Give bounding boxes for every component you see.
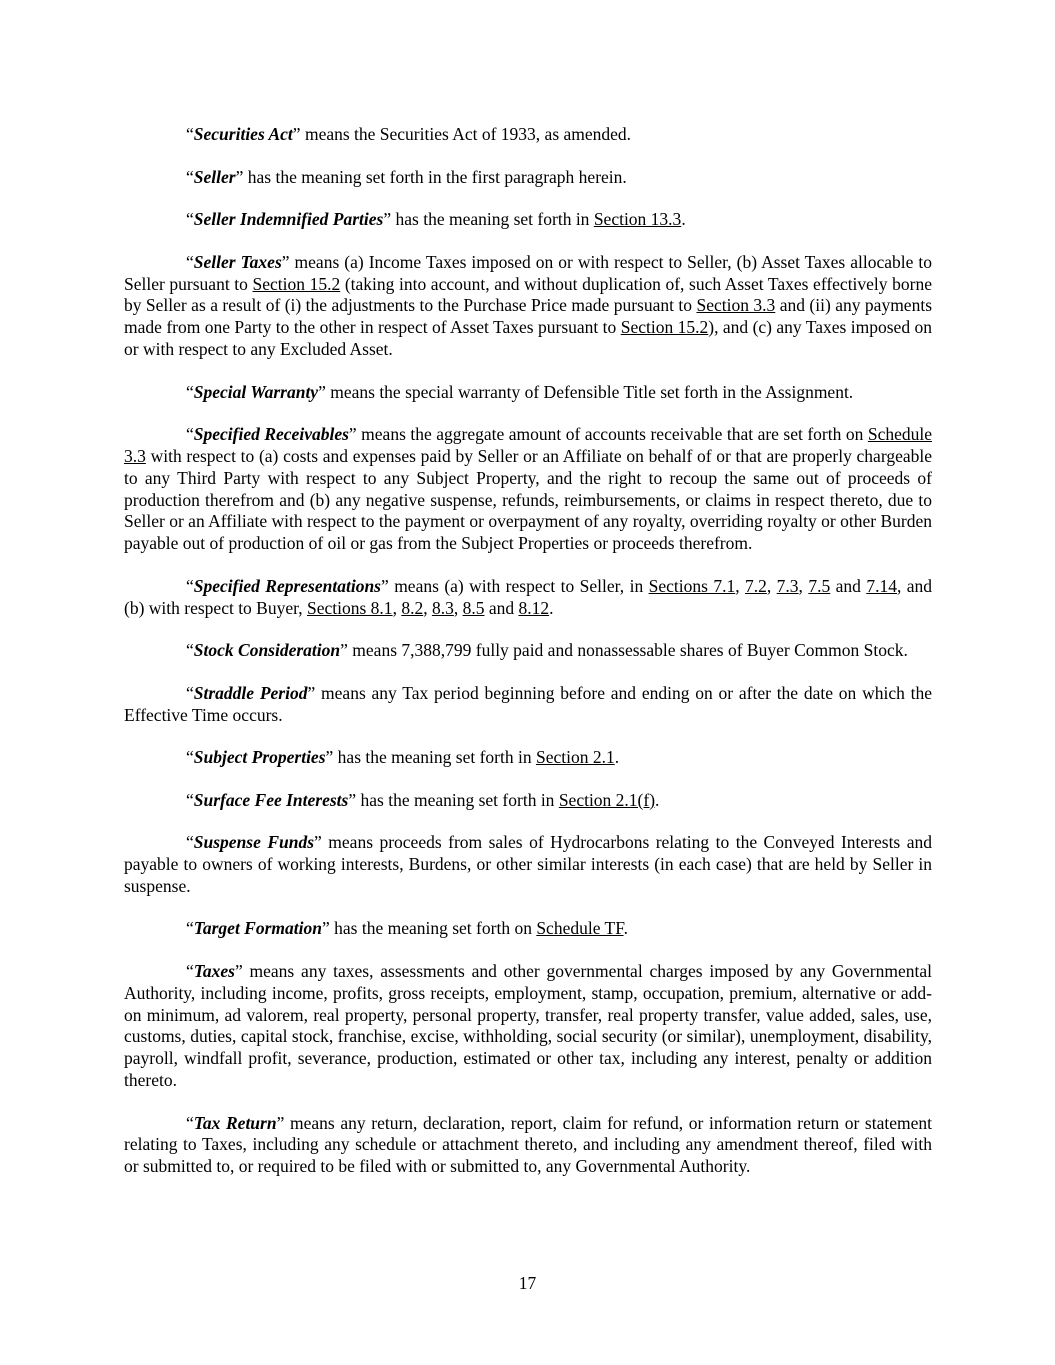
section-reference: 7.3 (776, 575, 799, 596)
definition-text: . (623, 918, 628, 939)
definition-text: means any taxes, assessments and other governmental charges imposed by any Governmental Authority, including income, profits, gross receipts, employment, stamp, occupation, premium, alternative or add-on minimum, ad valorem, real property, personal property, transfer, real property transfer, value added, sales, use, customs, duties, capital stock, franchise, excise, withholding, social security (or similar), unemployment, disability, payroll, windfall profit, severance, production, estimated or other tax, including any interest, penalty or addition thereto. (124, 961, 932, 1091)
definition-text: with respect to (a) costs and expenses paid by Seller or an Affiliate on behalf of or that are properly chargeable to any Third Party with respect to any Subject Property, and the right to recoup the same out of proceeds of production therefrom and (b) any negative suspense, refunds, reimbursements, or claims in respect thereto, due to Seller or an Affiliate with respect to the payment or overpayment of any royalty, overriding royalty or other Burden payable out of production of oil or gas from the Subject Properties or proceeds therefrom. (124, 445, 932, 554)
defined-term: Specified Representations (193, 575, 381, 596)
definition-text: , (798, 575, 809, 596)
definition-paragraph: “Target Formation” has the meaning set forth on Schedule TF. (186, 918, 628, 939)
defined-term: Seller Indemnified Parties (193, 209, 384, 230)
definition-paragraph: “Seller Indemnified Parties” has the meaning set forth in Section 13.3. (186, 209, 686, 230)
definition-text: , (423, 597, 432, 618)
section-reference: Schedule TF (536, 918, 624, 939)
section-reference: Sections 7.1 (648, 575, 736, 596)
defined-term: Seller (193, 166, 236, 187)
definition-text: means any Tax period beginning before and ending on or after the date on which the Effective Time occurs. (124, 682, 932, 725)
definition-text: has the meaning set forth in the first paragraph herein. (243, 166, 627, 187)
definition-text: means the Securities Act of 1933, as amended. (300, 124, 632, 144)
section-reference: 8.3 (431, 597, 454, 618)
definition-text: means the aggregate amount of accounts receivable that are set forth on (356, 424, 868, 445)
section-reference: Section 2.1(f) (558, 789, 656, 810)
definition-text: . (614, 747, 620, 768)
definition-paragraph: “Specified Receivables” means the aggregate amount of accounts receivable that are set forth on Schedule 3.3 with respect to (a) costs and expenses paid by Seller or an Affiliate on behalf of or that are properly chargeable to any Third Party with respect to any Subject Property, and the right to recoup the same out of proceeds of production therefrom and (b) any negative suspense, refunds, reimbursements, or claims in respect thereto, due to Seller or an Affiliate with respect to the payment or overpayment of any royalty, overriding royalty or other Burden payable out of production of oil or gas from the Subject Properties or proceeds therefrom. (124, 424, 932, 554)
definition-text: . (681, 209, 686, 230)
defined-term: Taxes (193, 961, 235, 982)
definition-text: has the meaning set forth in (333, 747, 536, 768)
section-reference: 7.14 (866, 575, 897, 596)
defined-term: Surface Fee Interests (193, 789, 349, 810)
definition-text: means (a) with respect to Seller, in (388, 575, 649, 596)
section-reference: Section 15.2 (620, 317, 709, 338)
definition-text: has the meaning set forth in (356, 789, 559, 810)
definition-text: means any return, declaration, report, claim for refund, or information return or statement relating to Taxes, including any schedule or attachment thereto, and including any amendment thereof, filed with or submitted to, or required to be filed with or submitted to, any Governmental Authority. (124, 1112, 932, 1177)
definition-paragraph: “Suspense Funds” means proceeds from sales of Hydrocarbons relating to the Conveyed Interests and payable to owners of working interests, Burdens, or other similar interests (in each case) that are held by Seller in suspense. (124, 832, 932, 896)
definition-paragraph: “Securities Act” means the Securities Act of 1933, as amended. (186, 124, 632, 144)
definition-paragraph: “Surface Fee Interests” has the meaning set forth in Section 2.1(f). (186, 789, 660, 810)
definition-paragraph: “Tax Return” means any return, declaration, report, claim for refund, or information return or statement relating to Taxes, including any schedule or attachment thereto, and including any amendment thereof, filed with or submitted to, or required to be filed with or submitted to, any Governmental Authority. (124, 1112, 932, 1177)
defined-term: Specified Receivables (193, 424, 349, 445)
definition-text: , (735, 575, 745, 596)
defined-term: Target Formation (193, 918, 322, 939)
definition-text: and (ii) any payments made from one Party to the other in respect of Asset Taxes pursuant to (124, 295, 932, 338)
page-number: 17 (518, 1273, 537, 1293)
definition-paragraph: “Specified Representations” means (a) with respect to Seller, in Sections 7.1, 7.2, 7.3, 7.5 and 7.14, and (b) with respect to Buyer, Sections 8.1, 8.2, 8.3, 8.5 and 8.12. (124, 575, 933, 618)
defined-term: Tax Return (193, 1112, 277, 1133)
definition-text: . (655, 789, 660, 810)
definition-text: ), and (c) any Taxes imposed on or with respect to any Excluded Asset. (124, 317, 932, 359)
definition-text: and (830, 575, 867, 596)
section-reference: Section 15.2 (252, 273, 341, 294)
definition-paragraph: “Straddle Period” means any Tax period beginning before and ending on or after the date on which the Effective Time occurs. (124, 682, 932, 725)
definition-text: , (766, 575, 777, 596)
definition-text: (taking into account, and without duplication of, such Asset Taxes effectively borne by Seller as a result of (i) the adjustments to the Purchase Price made pursuant to (124, 273, 932, 316)
definition-text: , and (b) with respect to Buyer, (124, 575, 933, 618)
section-reference: 8.5 (462, 597, 485, 618)
defined-term: Subject Properties (193, 747, 326, 768)
definition-paragraph: “Special Warranty” means the special warranty of Defensible Title set forth in the Assignment. (186, 381, 854, 402)
definition-paragraph: “Taxes” means any taxes, assessments and other governmental charges imposed by any Governmental Authority, including income, profits, gross receipts, employment, stamp, occupation, premium, alternative or add-on minimum, ad valorem, real property, personal property, transfer, real property transfer, value added, sales, use, customs, duties, capital stock, franchise, excise, withholding, social security (or similar), unemployment, disability, payroll, windfall profit, severance, production, estimated or other tax, including any interest, penalty or addition thereto. (124, 961, 932, 1091)
section-reference: Section 13.3 (593, 209, 682, 230)
section-reference: 7.2 (745, 575, 767, 596)
defined-term: Stock Consideration (193, 640, 341, 661)
definition-text: , (453, 597, 463, 618)
definition-paragraph: “Seller Taxes” means (a) Income Taxes imposed on or with respect to Seller, (b) Asset Taxes allocable to Seller pursuant to Section 15.2 (taking into account, and without duplication of, such Asset Taxes effectively borne by Seller as a result of (i) the adjustments to the Purchase Price made pursuant to Section 3.3 and (ii) any payments made from one Party to the other in respect of Asset Taxes pursuant to Section 15.2), and (c) any Taxes imposed on or with respect to any Excluded Asset. (124, 251, 933, 359)
section-reference: Sections 8.1 (307, 597, 393, 618)
definition-paragraph: “Subject Properties” has the meaning set forth in Section 2.1. (186, 747, 620, 768)
definition-paragraph: “Stock Consideration” means 7,388,799 fully paid and nonassessable shares of Buyer Common Stock. (186, 640, 908, 661)
section-reference: 8.2 (401, 597, 424, 618)
definition-text: , (392, 597, 402, 618)
section-reference: Schedule 3.3 (124, 424, 932, 466)
defined-term: Securities Act (193, 124, 293, 144)
definition-text: means (a) Income Taxes imposed on or with respect to Seller, (b) Asset Taxes allocable to Seller pursuant to (124, 251, 933, 294)
definition-text: has the meaning set forth in (391, 209, 594, 230)
defined-term: Special Warranty (193, 381, 319, 402)
definition-text: has the meaning set forth on (329, 918, 537, 939)
document-body (124, 124, 932, 1199)
defined-term: Suspense Funds (193, 832, 315, 853)
definition-text: and (484, 597, 519, 618)
definition-text: . (549, 597, 554, 618)
definition-paragraph: “Seller” has the meaning set forth in the first paragraph herein. (186, 166, 627, 187)
section-reference: Section 3.3 (696, 295, 776, 316)
definition-text: means the special warranty of Defensible Title set forth in the Assignment. (325, 381, 854, 402)
section-reference: 8.12 (518, 597, 550, 618)
section-reference: 7.5 (808, 575, 831, 596)
defined-term: Straddle Period (193, 682, 308, 703)
defined-term: Seller Taxes (193, 251, 282, 272)
section-reference: Section 2.1 (535, 747, 615, 768)
definition-text: means 7,388,799 fully paid and nonassessable shares of Buyer Common Stock. (347, 640, 908, 661)
definition-text: means proceeds from sales of Hydrocarbons relating to the Conveyed Interests and payable to owners of working interests, Burdens, or other similar interests (in each case) that are held by Seller in suspense. (124, 832, 932, 896)
